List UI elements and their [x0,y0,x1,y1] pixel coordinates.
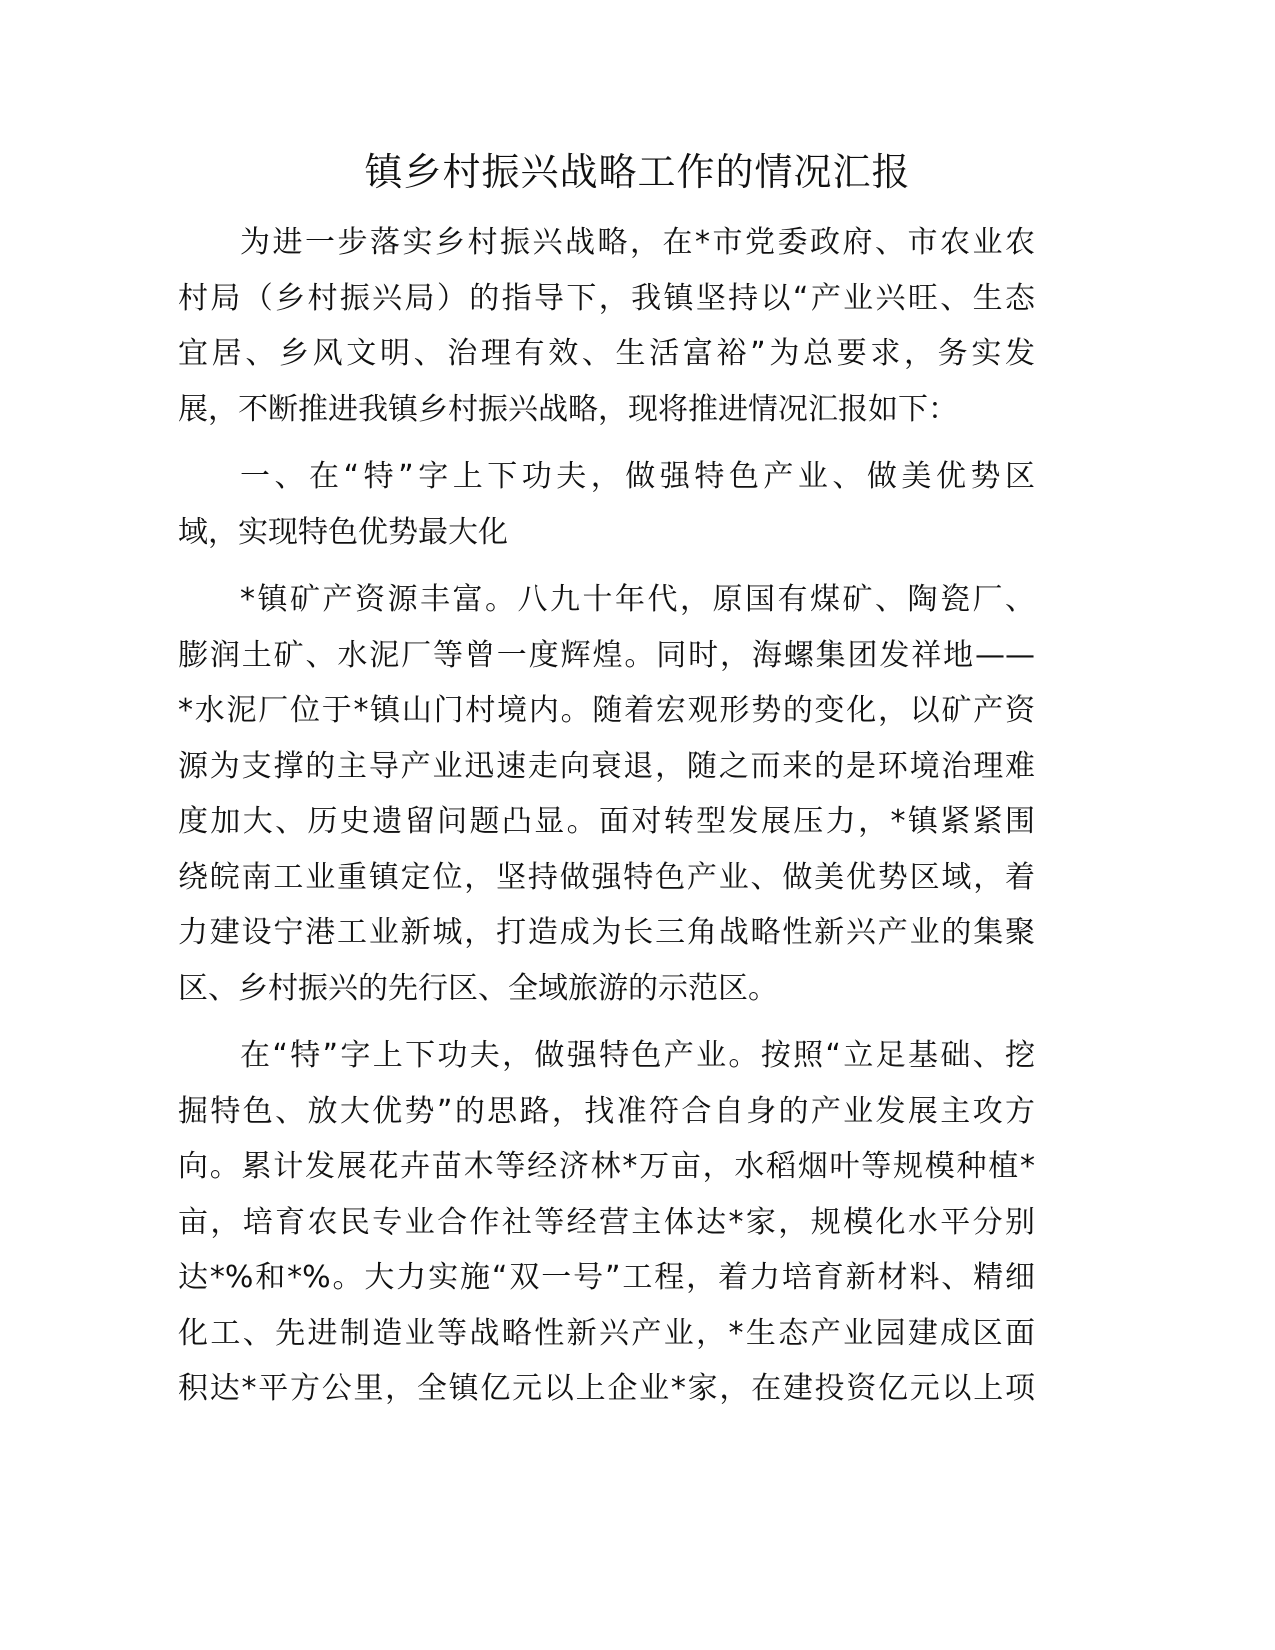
text-line: 亩，培育农民专业合作社等经营主体达*家，规模化水平分别 [178,1204,1035,1240]
text-line: 化工、先进制造业等战略性新兴产业，*生态产业园建成区面 [178,1315,1035,1351]
text-line: 一、在“特”字上下功夫，做强特色产业、做美优势区 [240,459,1035,494]
text-line: 展，不断推进我镇乡村振兴战略，现将推进情况汇报如下： [178,391,958,427]
background-paragraph [178,572,1035,1016]
section-heading [178,449,1035,560]
text-line: 为进一步落实乡村振兴战略，在*市党委政府、市农业农 [240,225,1035,260]
text-line: 绕皖南工业重镇定位，坚持做强特色产业、做美优势区域，着 [178,859,1035,895]
intro-paragraph [178,215,1035,437]
text-line: 区、乡村振兴的先行区、全域旅游的示范区。 [178,970,778,1006]
text-line: 达*%和*%。大力实施“双一号”工程，着力培育新材料、精细 [178,1260,1035,1295]
industry-paragraph [178,1028,1035,1417]
text-line: *镇矿产资源丰富。八九十年代，原国有煤矿、陶瓷厂、 [240,582,1035,617]
text-line: 向。累计发展花卉苗木等经济林*万亩，水稻烟叶等规模种植* [178,1149,1035,1184]
text-line: 源为支撑的主导产业迅速走向衰退，随之而来的是环境治理难 [178,748,1035,784]
text-line: *水泥厂位于*镇山门村境内。随着宏观形势的变化，以矿产资 [178,693,1035,728]
document-body [178,215,1035,1429]
text-line: 掘特色、放大优势”的思路，找准符合自身的产业发展主攻方 [178,1093,1035,1129]
text-line: 积达*平方公里，全镇亿元以上企业*家，在建投资亿元以上项 [178,1371,1035,1406]
text-line: 度加大、历史遗留问题凸显。面对转型发展压力，*镇紧紧围 [178,804,1035,839]
text-line: 域，实现特色优势最大化 [178,514,508,550]
text-line: 村局（乡村振兴局）的指导下，我镇坚持以“产业兴旺、生态 [178,280,1035,316]
text-line: 力建设宁港工业新城，打造成为长三角战略性新兴产业的集聚 [178,915,1035,950]
text-line: 在“特”字上下功夫，做强特色产业。按照“立足基础、挖 [240,1038,1035,1073]
document-title: 镇乡村振兴战略工作的情况汇报 [364,150,911,194]
text-line: 膨润土矿、水泥厂等曾一度辉煌。同时，海螺集团发祥地—— [178,637,1035,673]
text-line: 宜居、乡风文明、治理有效、生活富裕”为总要求，务实发 [178,336,1035,371]
